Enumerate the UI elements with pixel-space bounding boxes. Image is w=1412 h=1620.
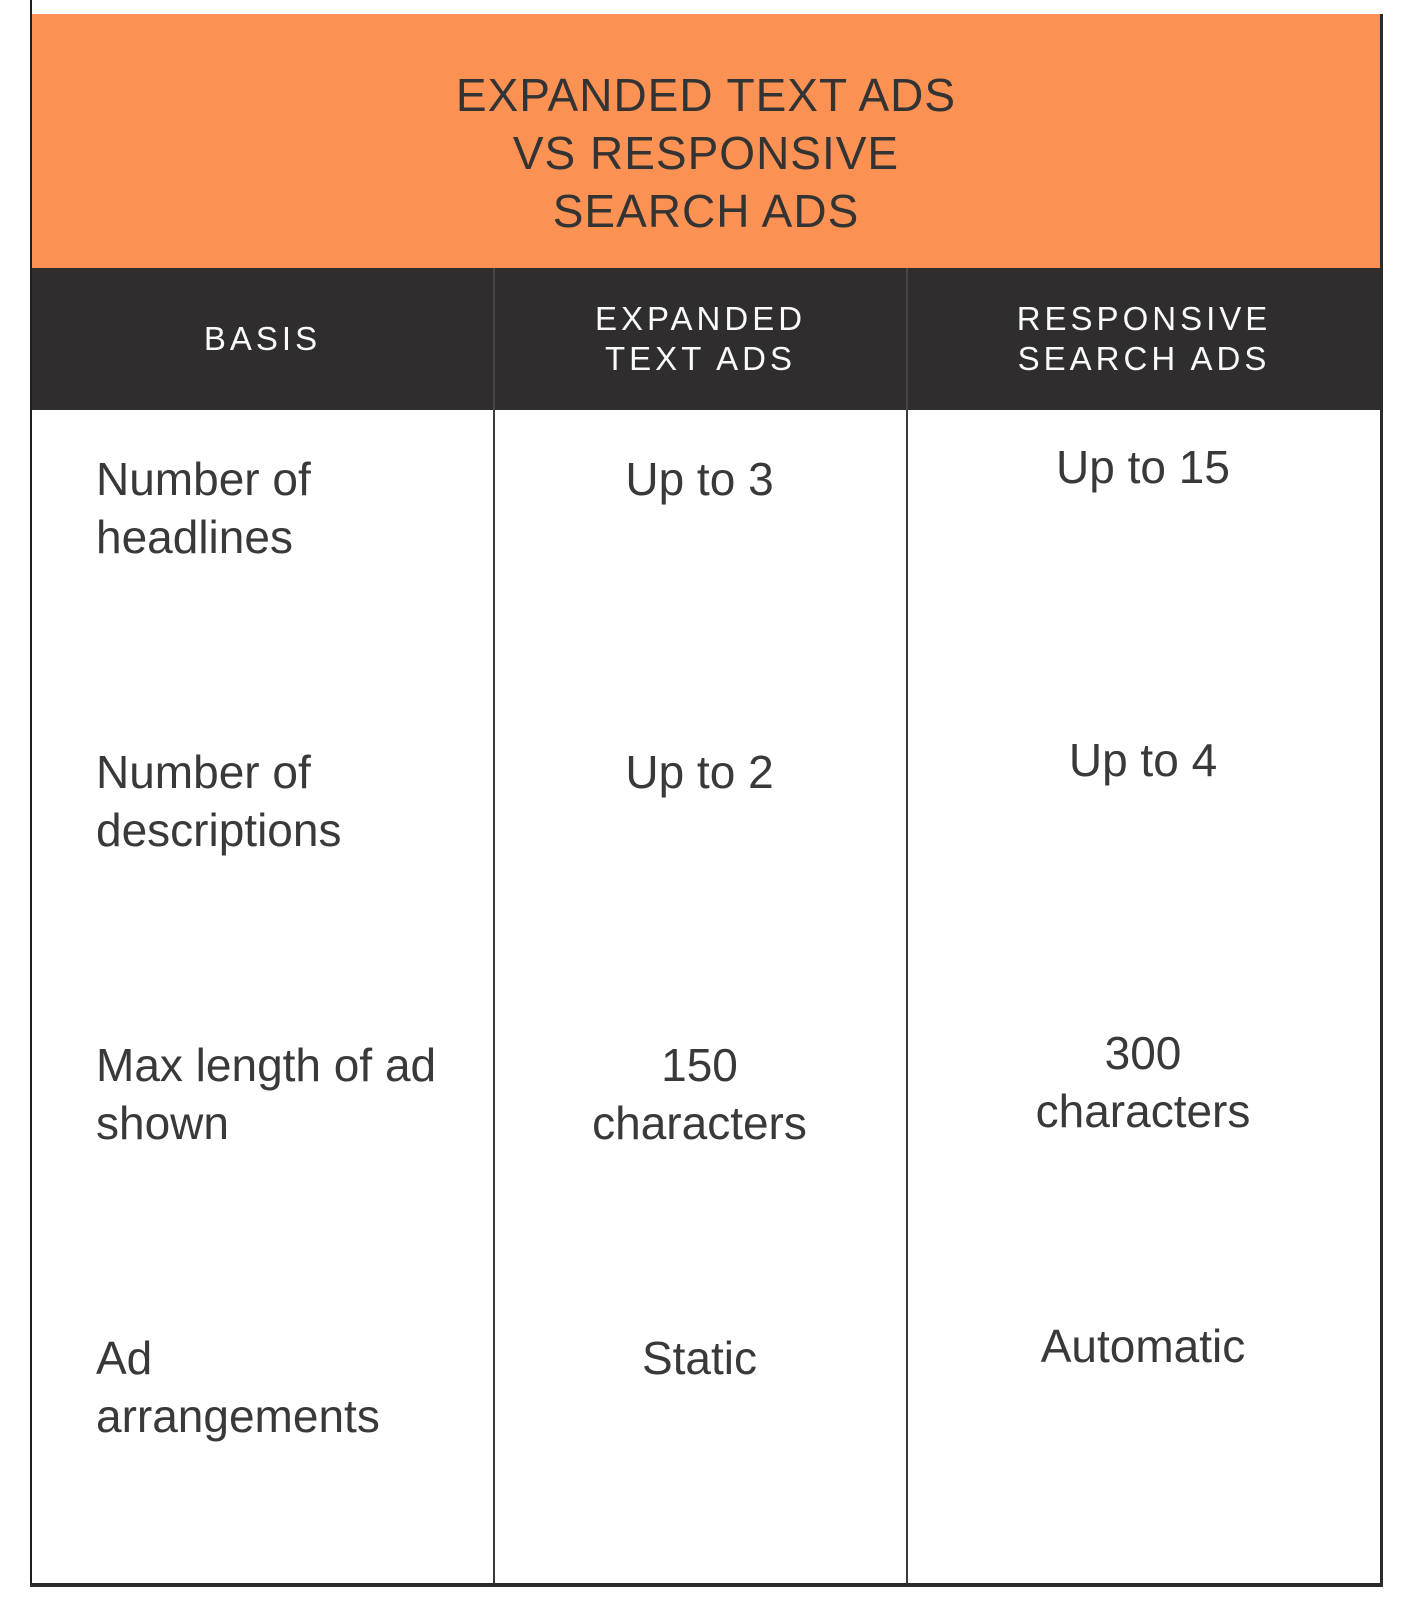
cell-text: headlines <box>96 511 293 563</box>
header-cell-expanded-text-ads <box>493 268 906 410</box>
table-right-border <box>1380 14 1383 1587</box>
cell-text: Up to 15 <box>1056 441 1230 493</box>
header-expanded-label-line2: TEXT ADS <box>605 340 796 377</box>
cell-text: descriptions <box>96 804 342 856</box>
header-basis-label: BASIS <box>203 320 322 357</box>
cell-text: Static <box>641 1332 758 1384</box>
cell-responsive-ad-arrangements <box>906 1317 1380 1437</box>
cell-text: characters <box>1035 1085 1251 1137</box>
cell-text: 150 <box>661 1039 738 1091</box>
cell-text: Max length of ad <box>96 1039 437 1091</box>
cell-text: Ad <box>96 1332 153 1384</box>
cell-responsive-descriptions <box>906 731 1380 851</box>
cell-expanded-ad-arrangements <box>493 1329 906 1449</box>
title-banner <box>32 14 1380 268</box>
cell-basis-ad-arrangements <box>32 1329 493 1449</box>
cell-text: Automatic <box>1040 1320 1246 1372</box>
table-row-headlines <box>32 441 1380 570</box>
cell-expanded-descriptions <box>493 743 906 863</box>
table-header-row <box>32 268 1380 410</box>
cell-text: arrangements <box>96 1390 380 1442</box>
cell-text: 300 <box>1104 1027 1182 1079</box>
cell-text: Number of <box>96 453 311 505</box>
table-row-ad-arrangements <box>32 1320 1380 1449</box>
cell-basis-descriptions <box>32 743 493 863</box>
header-responsive-label-line2: SEARCH ADS <box>1017 340 1271 377</box>
cell-text: shown <box>96 1097 229 1149</box>
cell-text: Up to 2 <box>625 746 774 798</box>
cell-text: Number of <box>96 746 311 798</box>
cell-text: characters <box>592 1097 807 1149</box>
cell-basis-max-length <box>32 1036 493 1156</box>
header-cell-responsive-search-ads <box>906 268 1380 410</box>
table-row-descriptions <box>32 734 1380 863</box>
header-expanded-label-line1: EXPANDED <box>594 300 807 337</box>
table-row-max-length <box>32 1027 1380 1156</box>
cell-responsive-headlines <box>906 438 1380 558</box>
header-responsive-label-line1: RESPONSIVE <box>1016 300 1272 337</box>
table-bottom-border <box>30 1583 1383 1587</box>
cell-basis-headlines <box>32 450 493 570</box>
cell-text: Up to 3 <box>625 453 774 505</box>
page-title-line-3: SEARCH ADS <box>552 185 860 237</box>
cell-expanded-max-length <box>493 1036 906 1156</box>
page-title-line-1: EXPANDED TEXT ADS <box>455 69 957 121</box>
cell-expanded-headlines <box>493 450 906 570</box>
header-cell-basis <box>32 268 493 410</box>
page-title-line-2: VS RESPONSIVE <box>512 127 900 179</box>
cell-text: Up to 4 <box>1068 734 1218 786</box>
cell-responsive-max-length <box>906 1024 1380 1144</box>
